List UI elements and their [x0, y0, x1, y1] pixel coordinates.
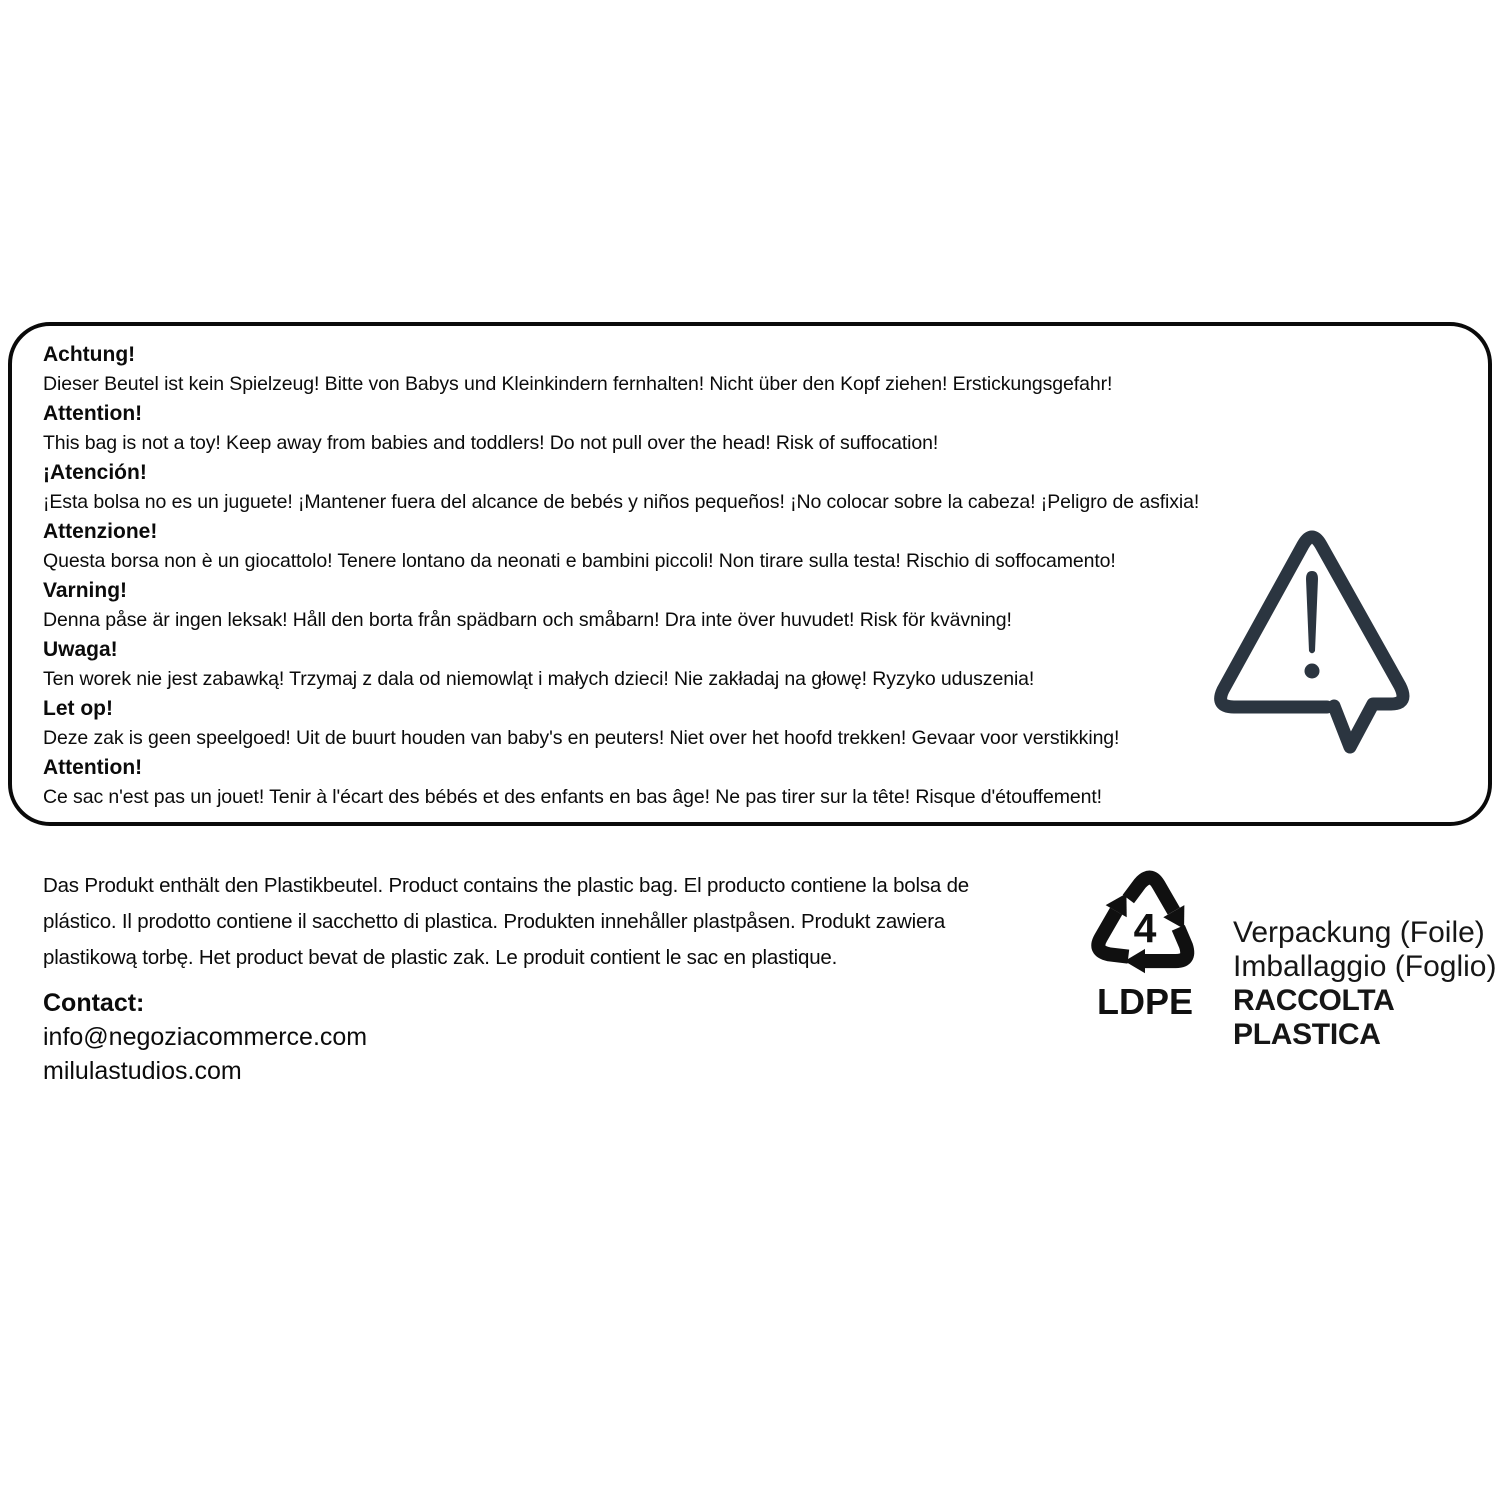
warning-heading: Attention!: [43, 402, 143, 425]
warning-heading: Varning!: [43, 579, 128, 602]
warning-text: Questa borsa non è un giocattolo! Tenere lontano da neonati e bambini piccoli! Non tirare sulla testa! Rischio di soffocamento!: [43, 549, 1116, 572]
warning-text: Ce sac n'est pas un jouet! Tenir à l'écart des bébés et des enfants en bas âge! Ne pas tirer sur la tête! Risque d'étouffement!: [43, 785, 1102, 808]
warning-heading: Let op!: [43, 697, 113, 720]
warning-text: This bag is not a toy! Keep away from babies and toddlers! Do not pull over the head! Risk of suffocation!: [43, 431, 939, 454]
plastic-note-line: plástico. Il prodotto contiene il sacchetto di plastica. Produkten innehåller plastpåsen. Produkt zawiera: [43, 910, 946, 933]
warning-text: Deze zak is geen speelgoed! Uit de buurt houden van baby's en peuters! Niet over het hoofd trekken! Gevaar voor verstikking!: [43, 726, 1120, 749]
contact-block: [43, 986, 367, 1088]
ldpe-label: LDPE: [1096, 981, 1193, 1022]
packaging-line-it: Imballaggio (Foglio): [1233, 950, 1497, 983]
packaging-line-de: Verpackung (Foile): [1233, 916, 1485, 949]
warning-text: Denna påse är ingen leksak! Håll den borta från spädbarn och småbarn! Dra inte över huvudet! Risk för kvävning!: [43, 608, 1012, 631]
warning-triangle-icon: [1210, 523, 1422, 765]
warning-heading: ¡Atención!: [43, 461, 147, 484]
warning-box: [8, 322, 1492, 826]
raccolta-plastica-label: RACCOLTA PLASTICA: [1233, 984, 1394, 1051]
recycling-code: 4: [1133, 904, 1157, 951]
warning-heading: Achtung!: [43, 343, 136, 366]
recycling-ldpe-icon: [1078, 851, 1212, 984]
packaging-disposal-text: [1233, 916, 1500, 1052]
plastic-note-line: Das Produkt enthält den Plastikbeutel. Product contains the plastic bag. El producto contiene la bolsa de: [43, 874, 970, 897]
plastic-note: [43, 868, 969, 976]
warning-heading: Attenzione!: [43, 520, 158, 543]
contact-label: Contact:: [43, 989, 145, 1017]
warning-heading: Attention!: [43, 756, 143, 779]
warning-text: Ten worek nie jest zabawką! Trzymaj z dala od niemowląt i małych dzieci! Nie zakładaj na głowę! Ryzyko uduszenia!: [43, 667, 1035, 690]
warning-text: ¡Esta bolsa no es un juguete! ¡Mantener fuera del alcance de bebés y niños pequeños! ¡No colocar sobre la cabeza! ¡Peligro de asfixia!: [43, 490, 1200, 513]
plastic-note-line: plastikową torbę. Het product bevat de plastic zak. Le produit contient le sac en plastique.: [43, 946, 838, 969]
contact-email: info@negoziacommerce.com: [43, 1023, 368, 1051]
contact-website: milulastudios.com: [43, 1057, 242, 1085]
warning-heading: Uwaga!: [43, 638, 118, 661]
warning-text: Dieser Beutel ist kein Spielzeug! Bitte von Babys und Kleinkindern fernhalten! Nicht über den Kopf ziehen! Erstickungsgefahr!: [43, 372, 1113, 395]
